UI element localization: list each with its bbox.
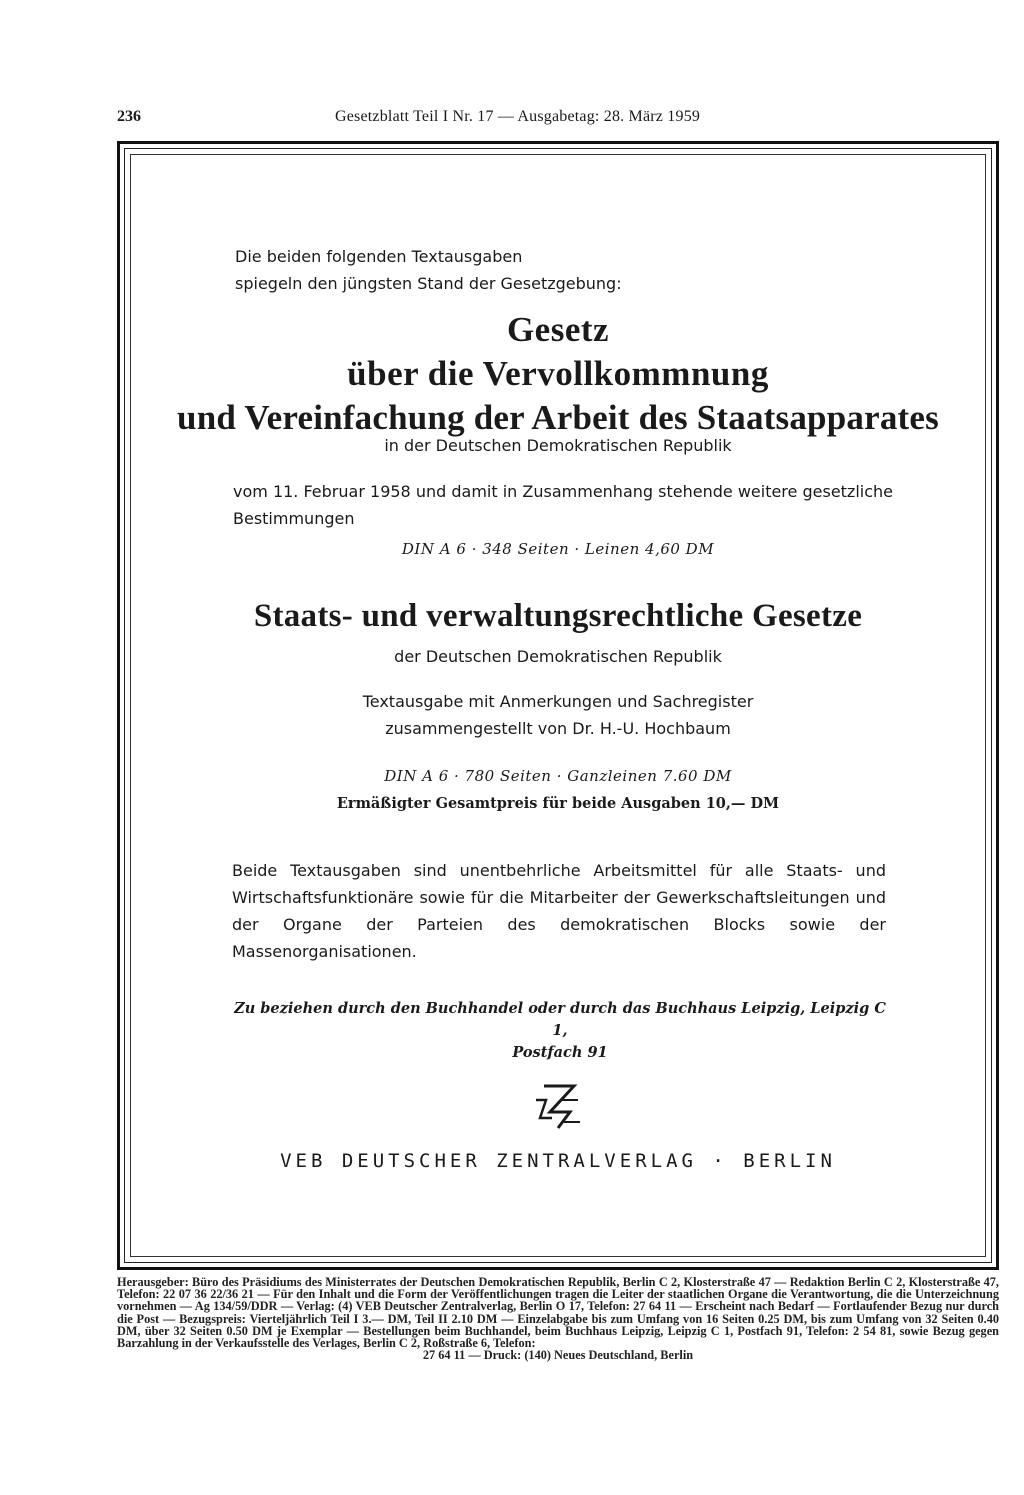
book2-description-line-2: zusammengestellt von Dr. H.-U. Hochbaum	[385, 719, 731, 738]
book2-description-line-1: Textausgabe mit Anmerkungen und Sachregister	[362, 692, 754, 711]
imprint	[117, 1276, 999, 1361]
ordering-line-2: Postfach 91	[512, 1044, 608, 1061]
combined-price: Ermäßigter Gesamtpreis für beide Ausgaben 10,— DM	[336, 795, 780, 812]
imprint-text: Herausgeber: Büro des Präsidiums des Ministerrates der Deutschen Demokratischen Republik, Berlin C 2, Klosterstraße 47 — Redaktion Berlin C 2, Klosterstraße 47, Telefon: 22 07 36 22/36 21 — Für den Inhalt und die Form der Veröffentlichungen tragen die Leiter der staatlichen Organe die Verantwortung, die die Unterzeichnung vornehmen — Ag 134/59/DDR — Verlag: (4) VEB Deutscher Zentralverlag, Berlin O 17, Telefon: 27 64 11 — Erscheint nach Bedarf — Fortlaufender Bezug nur durch die Post — Bezugspreis: Vierteljährlich Teil I 3.— DM, Teil II 2.10 DM — Einzelabgabe bis zum Umfang von 16 Seiten 0.25 DM, bis zum Umfang von 32 Seiten 0.40 DM, über 32 Seiten 0.50 DM je Exemplar — Bestellungen beim Buchhandel, beim Buchhaus Leipzig, Leipzig C 1, Postfach 91, Telefon: 2 54 81, sowie Bezug gegen Barzahlung in der Verkaufsstelle des Verlages, Berlin C 2, Roßstraße 6, Telefon:	[117, 1275, 999, 1351]
intro-line-2: spiegeln den jüngsten Stand der Gesetzgebung:	[235, 274, 622, 293]
book1-title	[160, 308, 956, 440]
book2-title: Staats- und verwaltungsrechtliche Gesetze	[253, 598, 863, 634]
intro-line-1: Die beiden folgenden Textausgaben	[235, 247, 523, 266]
publisher-name: VEB DEUTSCHER ZENTRALVERLAG · BERLIN	[280, 1150, 836, 1172]
intro-text	[235, 243, 755, 297]
book2-price: DIN A 6 · 780 Seiten · Ganzleinen 7.60 DM	[384, 767, 732, 785]
book1-subtitle: in der Deutschen Demokratischen Republik	[384, 436, 732, 455]
book1-title-line-1: Gesetz	[506, 310, 610, 349]
book1-title-line-2: über die Vervollkommnung	[347, 354, 769, 393]
book1-title-line-3: und Vereinfachung der Arbeit des Staatsapparates	[177, 398, 939, 437]
page-number: 236	[117, 108, 141, 125]
ordering-line-1: Zu beziehen durch den Buchhandel oder durch das Buchhaus Leipzig, Leipzig C 1,	[234, 1000, 886, 1039]
book1-price: DIN A 6 · 348 Seiten · Leinen 4,60 DM	[401, 540, 715, 558]
ordering-info	[228, 998, 892, 1064]
usage-paragraph: Beide Textausgaben sind unentbehrliche Arbeitsmittel für alle Staats- und Wirtschaftsfunktionäre sowie für die Mitarbeiter der Gewerkschaftsleitungen und der Organe der Parteien des demokratischen Blocks sowie der Massenorganisationen.	[232, 861, 886, 961]
book2-description	[160, 688, 956, 742]
running-head: Gesetzblatt Teil I Nr. 17 — Ausgabetag: 28. März 1959	[335, 108, 701, 125]
book1-description: vom 11. Februar 1958 und damit in Zusammenhang stehende weitere gesetzliche Bestimmungen	[233, 482, 893, 528]
publisher-logo-icon	[530, 1082, 584, 1132]
imprint-last-line: 27 64 11 — Druck: (140) Neues Deutschland, Berlin	[422, 1348, 694, 1363]
page-header	[117, 108, 997, 134]
book2-subtitle: der Deutschen Demokratischen Republik	[394, 647, 722, 666]
